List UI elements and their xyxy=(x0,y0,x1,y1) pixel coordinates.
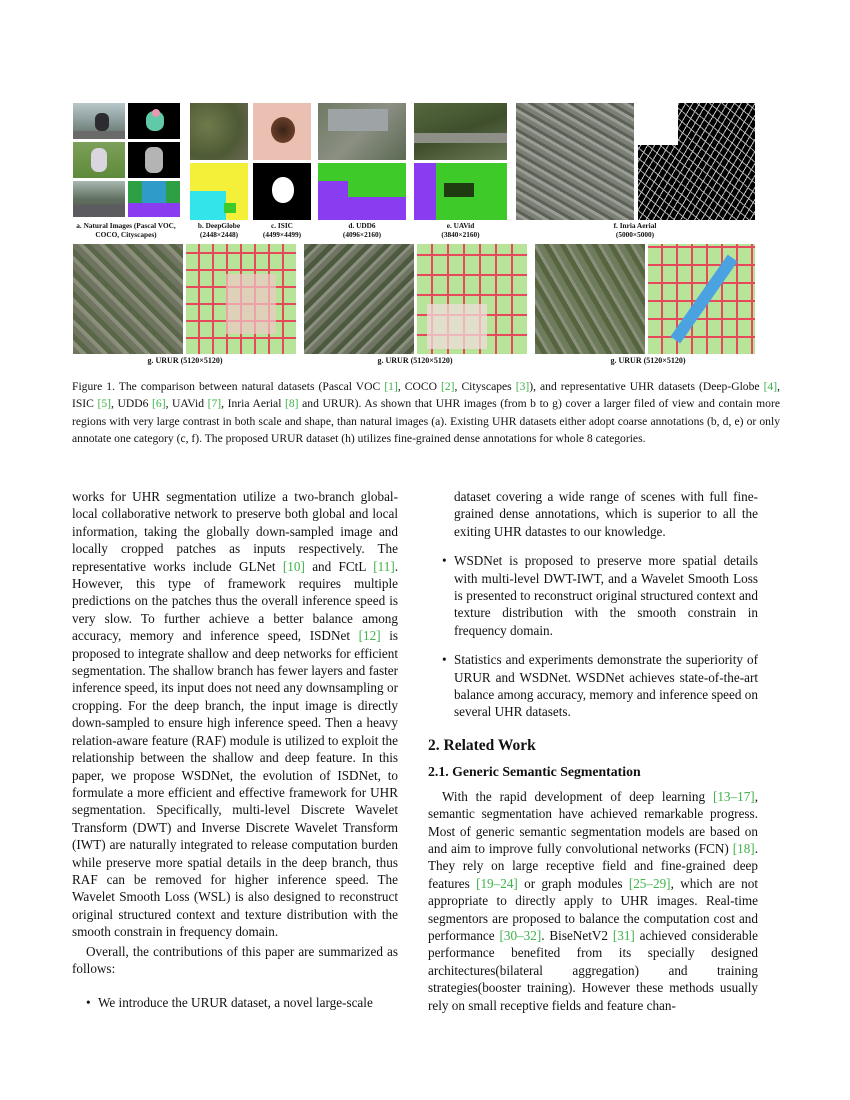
right-column xyxy=(428,488,758,1014)
label-b: b. DeepGlobe (2448×2448) xyxy=(197,221,241,239)
list-item: • Statistics and experiments demonstrate the superiority of URUR and WSDNet. WSDNet achieves state-of-the-art balance among accuracy, memory and inference speed on several UHR datasets. xyxy=(442,652,758,720)
label-g2: g. URUR (5120×5120) xyxy=(377,356,453,365)
urur-image-2 xyxy=(304,244,414,354)
label-e: e. UAVid (3840×2160) xyxy=(441,221,480,239)
urur-image-1 xyxy=(73,244,183,354)
list-item: • We introduce the URUR dataset, a novel large-scale xyxy=(86,995,373,1011)
subsection-heading: 2.1. Generic Semantic Segmentation xyxy=(428,764,641,780)
isic-image xyxy=(253,103,311,160)
figure-caption: Figure 1. The comparison between natural datasets (Pascal VOC [1], COCO [2], Cityscapes [3]), and representative UHR datasets (Deep-Globe [4], ISIC [5], UDD6 [6], UAVid [7], Inria Aerial [8] and URUR). As shown that UHR images (from b to g) cover a larger filed of view and contain more regions with very large contrast in both scale and shape, than natural images (a). Existing UHR datasets either adopt coarse annotations (b, d, e) or only annotate one category (c, f). The proposed URUR dataset (h) utilizes fine-grained dense annotations for whole 8 categories. xyxy=(72,380,780,446)
list-item-continued: dataset covering a wide range of scenes with full fine-grained dense annotations, which is superior to all the exiting UHR datastes to our knowledge. xyxy=(454,489,758,539)
label-d: d. UDD6 (4096×2160) xyxy=(342,221,382,239)
urur-mask-3 xyxy=(648,244,755,354)
deepglobe-mask xyxy=(190,163,248,220)
natural-mask-child xyxy=(128,142,180,178)
urur-mask-1 xyxy=(186,244,296,354)
list-item: • WSDNet is proposed to preserve more spatial details with multi-level DWT-IWT, and a Wavelet Smooth Loss is presented to reconstruct original structured context and texture distribution with the smooth constrain in frequency domain. xyxy=(442,553,758,638)
paragraph-intro-continued: works for UHR segmentation utilize a two-branch global-local collaborative network to preserve both global and local information, taking the globally down-sampled image and locally cropped patches as inputs respectively. The representative works include GLNet [10] and FCtL [11]. However, this type of framework requires multiple predictions on the patches thus the overall inference speed is very slow. To further achieve a better balance among accuracy, memory and inference speed, ISDNet [12] is proposed to integrate shallow and deep networks for efficient segmentation. The shallow branch has fewer layers and faster inference speed, its input does not need any downsampling or cropping. For the deep branch, the input image is directly down-sampled to ensure high inference speed. Then a heavy relation-aware feature (RAF) module is utilized to exploit the relationship between the shallow and deep feature. In this paper, we propose WSDNet, the evolution of ISDNet, to formulate a more efficient and effective framework for UHR segmentation. Specifically, multi-level Discrete Wavelet Transform (DWT) and Inverse Discrete Wavelet Transform (IWT) are naturally integrated to release computation burden while preserve more spatial details in the deep branch, thus RAF can be removed for higher inference speed. The Wavelet Smooth Loss (WSL) is also designed to reconstruct original structured context and texture distribution with the smooth constrain in frequency domain. xyxy=(72,489,399,940)
label-g1: g. URUR (5120×5120) xyxy=(147,356,223,365)
contribution-list xyxy=(72,994,398,1011)
udd6-mask xyxy=(318,163,406,220)
section-heading: 2. Related Work xyxy=(428,736,536,754)
contribution-list-continued xyxy=(428,552,758,721)
label-c: c. ISIC (4499×4499) xyxy=(262,221,302,239)
urur-image-3 xyxy=(535,244,645,354)
paragraph-related-work: With the rapid development of deep learning [13–17], semantic segmentation have achieved remarkable progress. Most of generic semantic segmentation models are based on and aim to improve fully convolutional networks (FCN) [18]. They rely on large receptive field and fine-grained deep features [19–24] or graph modules [25–29], which are not appropriate to directly apply to UHR images. Real-time segmentors are proposed to balance the computation cost and performance [30–32]. BiseNetV2 [31] achieved considerable performance benefited from its specially designed architectures(bilateral aggregation) and training strategies(booster training). However these methods usually rely on small receptive fields and feature chan- xyxy=(428,788,759,1013)
label-g3: g. URUR (5120×5120) xyxy=(610,356,686,365)
natural-mask-motorbike xyxy=(128,103,180,139)
inria-image xyxy=(516,103,634,220)
inria-mask xyxy=(638,103,755,220)
natural-mask-street xyxy=(128,181,180,217)
natural-image-motorbike xyxy=(73,103,125,139)
natural-image-child xyxy=(73,142,125,178)
label-a: a. Natural Images (Pascal VOC, COCO, Cityscapes) xyxy=(76,221,176,239)
label-f: f. Inria Aerial (5000×5000) xyxy=(613,221,657,239)
udd6-image xyxy=(318,103,406,160)
deepglobe-image xyxy=(190,103,248,160)
uavid-mask xyxy=(414,163,507,220)
natural-image-street xyxy=(73,181,125,217)
left-column xyxy=(72,488,398,1012)
urur-mask-2 xyxy=(417,244,527,354)
uavid-image xyxy=(414,103,507,160)
isic-mask xyxy=(253,163,311,220)
paragraph-contributions: Overall, the contributions of this paper are summarized as follows: xyxy=(72,943,398,976)
